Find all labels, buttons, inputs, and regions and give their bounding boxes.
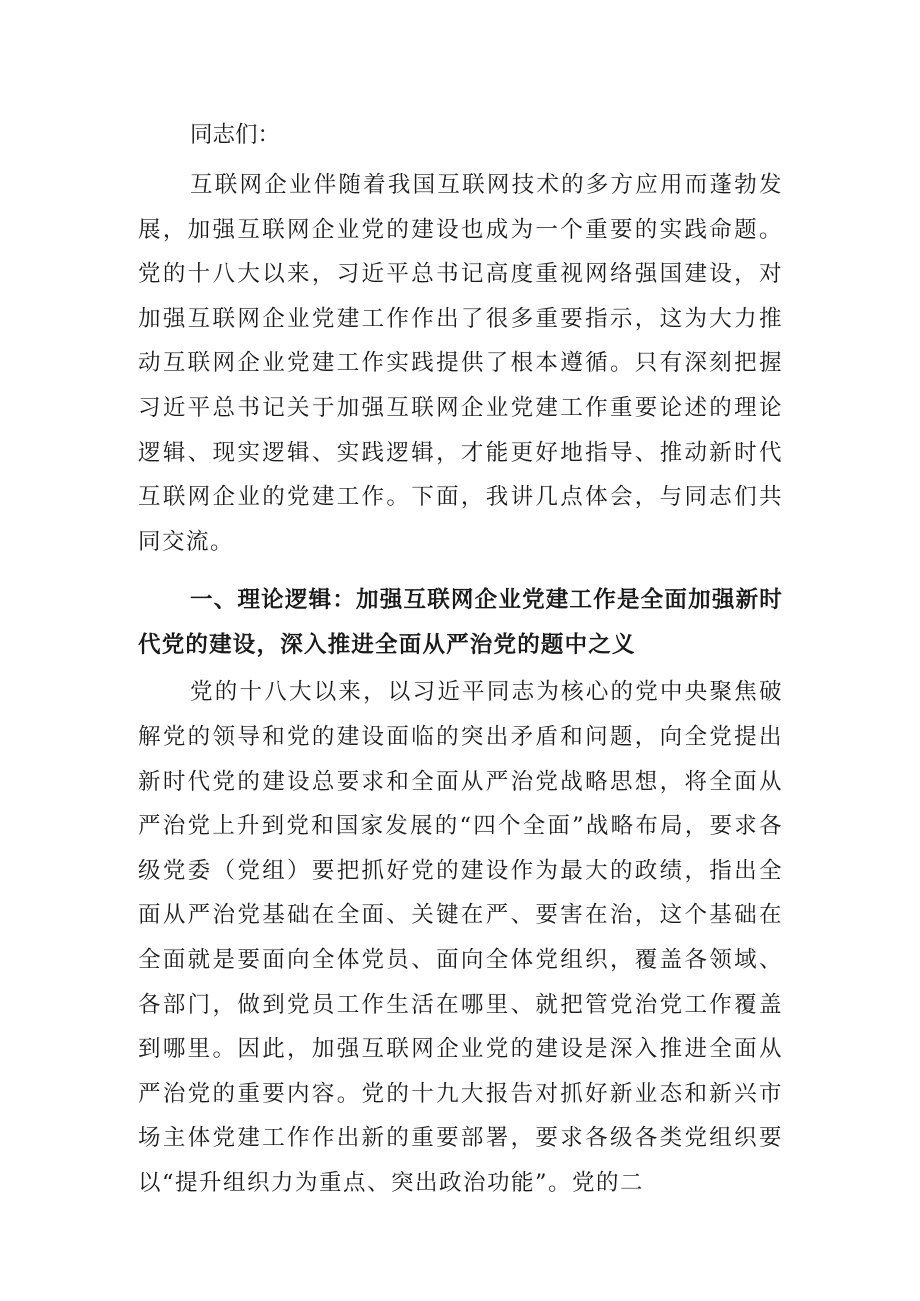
section-heading: 一、理论逻辑：加强互联网企业党建工作是全面加强新时代党的建设，深入推进全面从严治党的题中之义 (138, 587, 783, 659)
intro-paragraph: 互联网企业伴随着我国互联网技术的多方应用而蓬勃发展，加强互联网企业党的建设也成为一个重要的实践命题。党的十八大以来，习近平总书记高度重视网络强国建设，对加强互联网企业党建工作作出了很多重要指示，这为大力推动互联网企业党建工作实践提供了根本遵循。只有深刻把握习近平总书记关于加强互联网企业党建工作重要论述的理论逻辑、现实逻辑、实践逻辑，才能更好地指导、推动新时代互联网企业的党建工作。下面，我讲几点体会，与同志们共同交流。 (138, 172, 783, 555)
section-paragraph: 党的十八大以来，以习近平同志为核心的党中央聚焦破解党的领导和党的建设面临的突出矛盾和问题，向全党提出新时代党的建设总要求和全面从严治党战略思想，将全面从严治党上升到党和国家发展的“四个全面”战略布局，要求各级党委（党组）要把抓好党的建设作为最大的政绩，指出全面从严治党基础在全面、关键在严、要害在治，这个基础在全面就是要面向全体党员、面向全体党组织，覆盖各领域、各部门，做到党员工作生活在哪里、就把管党治党工作覆盖到哪里。因此，加强互联网企业党的建设是深入推进全面从严治党的重要内容。党的十九大报告对抓好新业态和新兴市场主体党建工作作出新的重要部署，要求各级各类党组织要以“提升组织力为重点、突出政治功能”。党的二 (138, 679, 783, 1196)
salutation: 同志们： (190, 122, 281, 148)
document-body (138, 113, 783, 1205)
